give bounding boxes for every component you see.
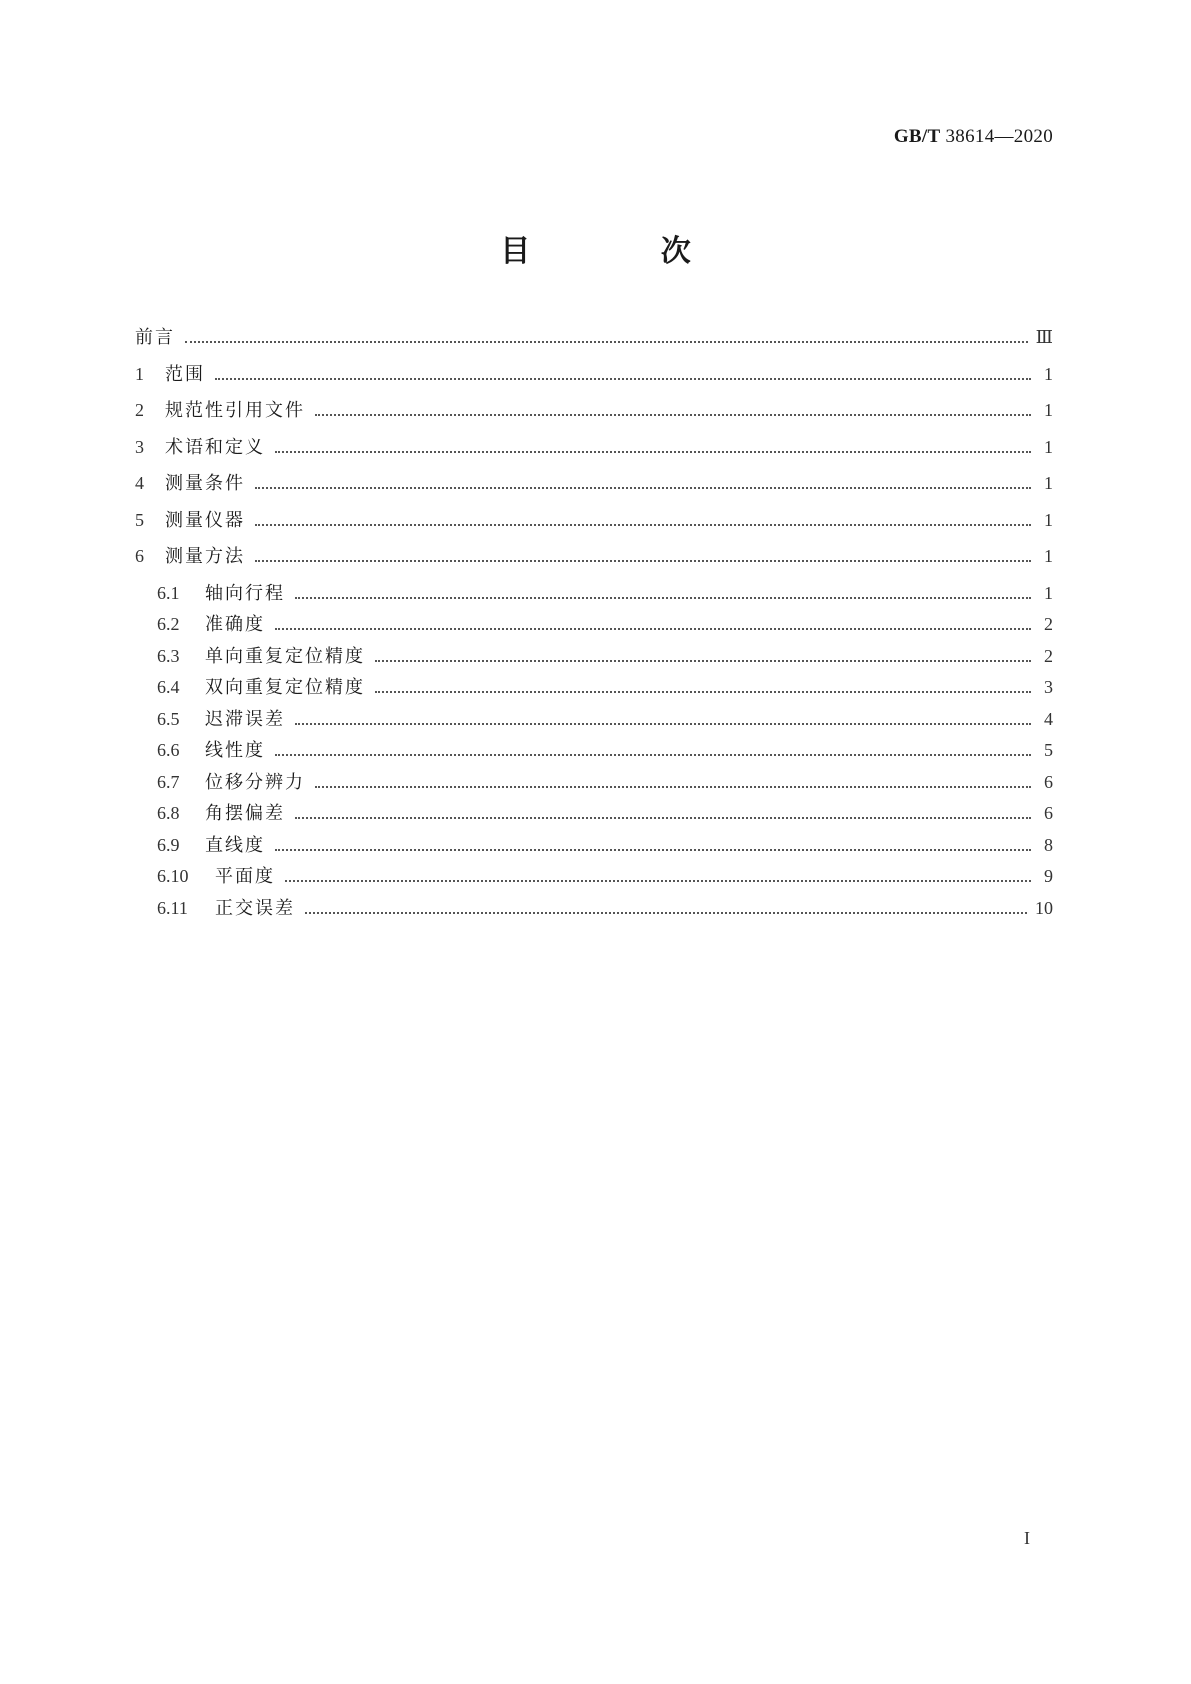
toc-entry-number: 6.2 [157,614,180,634]
toc-entry-page: 5 [1044,740,1053,760]
toc-entry-label: 准确度 [205,614,265,635]
dot-leader [375,660,1031,662]
toc-entry-number: 5 [135,509,144,530]
toc-entry-label: 位移分辨力 [205,771,305,793]
toc-entry-label: 规范性引用文件 [165,400,305,421]
toc-entry-page: 1 [1044,400,1053,420]
toc-entry-number: 6.7 [157,771,180,792]
toc-entry-label: 术语和定义 [165,436,265,458]
toc-entry-6-7[interactable] [135,768,1053,800]
toc-entry-page: 9 [1044,866,1053,886]
toc-entry-label: 前言 [135,327,175,348]
page-title: 目 次 [500,234,751,269]
toc-entry-page: 1 [1044,546,1053,566]
toc-entry-label: 测量条件 [165,473,245,494]
table-of-contents [135,323,1053,925]
dot-leader [255,524,1031,526]
toc-entry-label: 轴向行程 [205,582,285,604]
toc-entry-number: 6.10 [157,866,189,886]
toc-entry-number: 6.9 [157,834,180,855]
dot-leader [275,849,1031,851]
toc-entry-6-2[interactable] [135,610,1053,642]
toc-entry-page: 2 [1044,645,1053,666]
dot-leader [295,817,1031,819]
toc-entry-6-10[interactable] [135,862,1053,894]
dot-leader [275,628,1031,630]
toc-entry-6-4[interactable] [135,673,1053,705]
toc-entry-6-11[interactable] [135,894,1053,926]
toc-entry-label: 直线度 [205,834,265,856]
toc-entry-number: 6.11 [157,897,188,918]
standard-code [894,126,1053,148]
toc-entry-number: 6.4 [157,677,180,697]
toc-entry-label: 范围 [165,363,205,385]
toc-entry-number: 3 [135,436,144,457]
toc-entry-label: 单向重复定位精度 [205,645,365,667]
dot-leader [305,912,1027,914]
toc-entry-page: 4 [1044,708,1053,729]
toc-entry-6-8[interactable] [135,799,1053,831]
toc-entry-3[interactable] [135,433,1053,470]
toc-entry-label: 正交误差 [215,897,295,919]
toc-entry-page: 2 [1044,614,1053,634]
dot-leader [295,597,1031,599]
toc-entry-page: 6 [1044,771,1053,792]
toc-entry-number: 2 [135,400,144,420]
dot-leader [255,560,1031,562]
toc-entry-page: 8 [1044,834,1053,855]
toc-entry-6-5[interactable] [135,705,1053,737]
toc-entry-6[interactable] [135,542,1053,579]
toc-entry-page: 6 [1044,803,1053,823]
toc-entry-6-6[interactable] [135,736,1053,768]
dot-leader [275,754,1031,756]
standard-number: 38614—2020 [945,126,1053,147]
toc-entry-number: 6.5 [157,708,180,729]
dot-leader [315,786,1031,788]
toc-entry-number: 6.3 [157,645,180,666]
toc-entry-2[interactable] [135,396,1053,433]
toc-entry-number: 6.6 [157,740,180,760]
dot-leader [215,378,1031,380]
toc-entry-label: 测量方法 [165,546,245,567]
toc-entry-page: 1 [1044,363,1053,384]
toc-entry-label: 测量仪器 [165,509,245,531]
toc-entry-6-1[interactable] [135,579,1053,611]
dot-leader [315,414,1031,416]
page-number: I [1024,1528,1030,1548]
standard-prefix: GB/T [893,126,941,147]
toc-entry-page: 1 [1044,509,1053,530]
toc-entry-5[interactable] [135,506,1053,543]
toc-entry-number: 6.8 [157,803,180,823]
dot-leader [375,691,1031,693]
toc-entry-4[interactable] [135,469,1053,506]
toc-entry-page: 10 [1035,897,1053,918]
toc-entry-number: 6 [135,546,144,566]
toc-entry-number: 6.1 [157,582,180,603]
toc-entry-page: 1 [1044,473,1053,493]
dot-leader [185,341,1028,343]
toc-entry-number: 1 [135,363,144,384]
dot-leader [295,723,1031,725]
dot-leader [255,487,1031,489]
toc-entry-6-3[interactable] [135,642,1053,674]
toc-entry-number: 4 [135,473,144,493]
toc-entry-label: 迟滞误差 [205,708,285,730]
toc-entry-label: 线性度 [205,740,265,761]
toc-entry-label: 平面度 [215,866,275,887]
dot-leader [285,880,1031,882]
toc-entry-foreword[interactable] [135,323,1053,360]
toc-entry-page: 3 [1044,677,1053,697]
toc-entry-label: 角摆偏差 [205,803,285,824]
toc-entry-6-9[interactable] [135,831,1053,863]
toc-entry-page: 1 [1044,582,1053,603]
toc-entry-page: 1 [1044,436,1053,457]
dot-leader [275,451,1031,453]
toc-entry-label: 双向重复定位精度 [205,677,365,698]
toc-entry-page: Ⅲ [1035,327,1053,347]
toc-entry-1[interactable] [135,360,1053,397]
